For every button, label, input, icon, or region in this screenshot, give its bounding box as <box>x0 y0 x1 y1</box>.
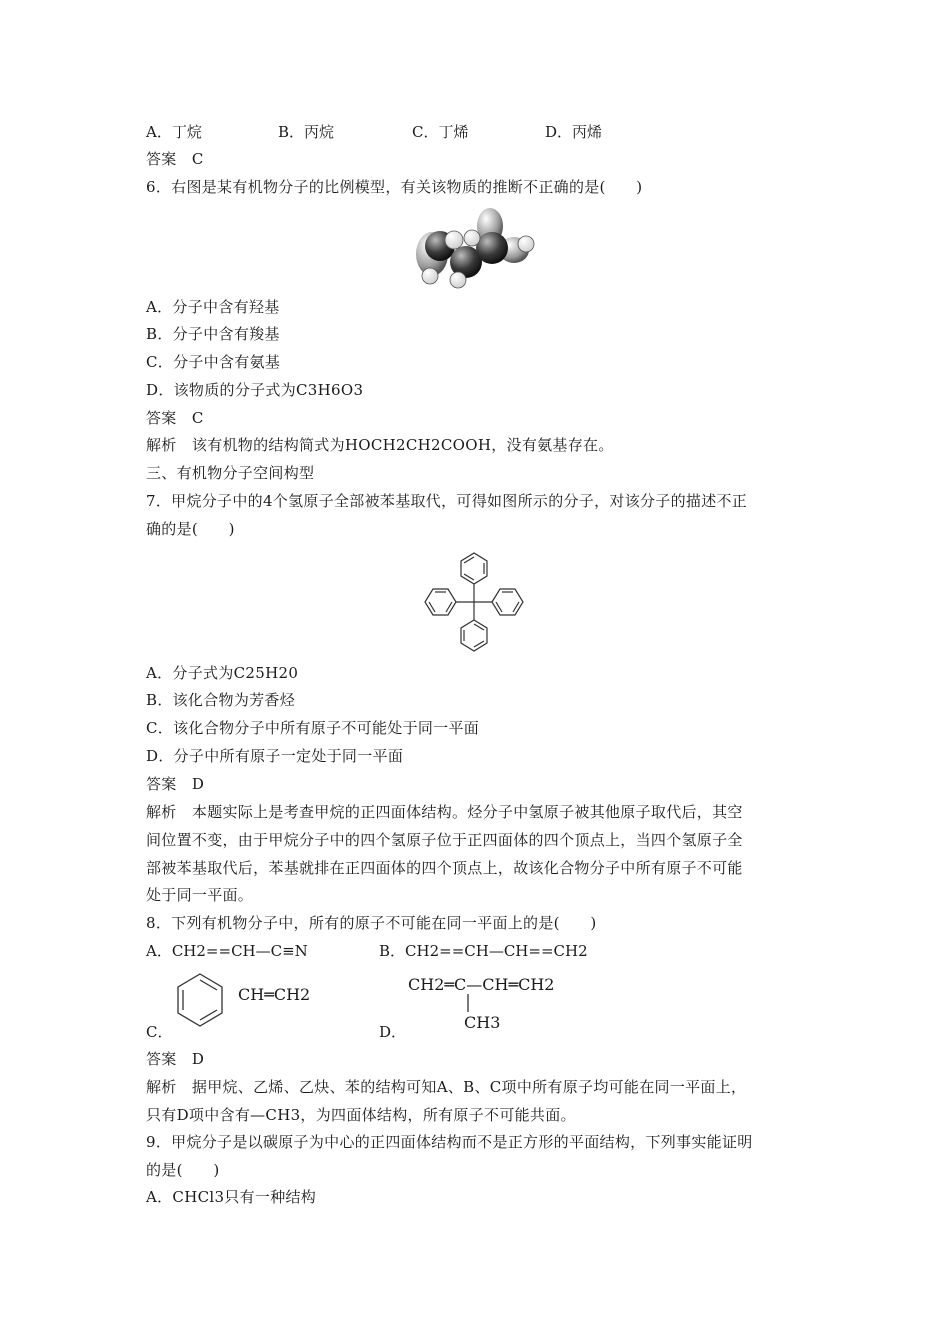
q5-option-b: B．丙烷 <box>278 123 335 141</box>
q7-analysis-line3: 部被苯基取代后，苯基就排在正四面体的四个顶点上，故该化合物分子中所有原子不可能 <box>146 859 743 877</box>
q5-option-d: D．丙烯 <box>545 123 603 141</box>
q8-option-c-struct: CH═CH2 <box>238 985 311 1004</box>
q8-option-d-label: D． <box>379 1023 407 1041</box>
q8-stem: 8．下列有机物分子中，所有的原子不可能在同一平面上的是( ) <box>146 914 597 932</box>
q6-option-a: A．分子中含有羟基 <box>146 298 280 316</box>
q7-analysis-line1: 解析 本题实际上是考查甲烷的正四面体结构。烃分子中氢原子被其他原子取代后，其空 <box>146 803 743 821</box>
q7-answer: 答案 D <box>146 775 205 793</box>
q6-analysis: 解析 该有机物的结构简式为HOCH2CH2COOH，没有氨基存在。 <box>146 436 614 454</box>
q5-option-a: A．丁烷 <box>146 123 202 141</box>
q7-option-c: C．该化合物分子中所有原子不可能处于同一平面 <box>146 719 480 737</box>
ball-model-figure <box>410 204 540 290</box>
bond-line <box>465 994 471 1012</box>
q7-option-d: D．分子中所有原子一定处于同一平面 <box>146 747 404 765</box>
q9-stem-line1: 9．甲烷分子是以碳原子为中心的正四面体结构而不是正方形的平面结构，下列事实能证明 <box>146 1133 753 1151</box>
q8-option-c-label: C． <box>146 1023 173 1041</box>
tetraphenylmethane-figure <box>412 548 538 656</box>
q7-stem-line2: 确的是( ) <box>146 520 235 538</box>
q8-option-d-main: CH2═C—CH═CH2 <box>408 975 555 994</box>
q8-analysis-line2: 只有D项中含有—CH3，为四面体结构，所有原子不可能共面。 <box>146 1106 576 1124</box>
q6-answer: 答案 C <box>146 409 204 427</box>
q6-option-d: D．该物质的分子式为C3H6O3 <box>146 381 364 399</box>
q7-stem-line1: 7．甲烷分子中的4个氢原子全部被苯基取代，可得如图所示的分子，对该分子的描述不正 <box>146 492 748 510</box>
q6-option-c: C．分子中含有氨基 <box>146 353 281 371</box>
q9-stem-line2: 的是( ) <box>146 1161 220 1179</box>
section-heading: 三、有机物分子空间构型 <box>146 464 315 482</box>
q8-option-b: B．CH2==CH—CH==CH2 <box>379 942 588 960</box>
q9-option-a: A．CHCl3只有一种结构 <box>146 1188 317 1206</box>
q8-option-d-sub: CH3 <box>464 1013 501 1032</box>
q7-option-b: B．该化合物为芳香烃 <box>146 691 296 709</box>
q8-option-a: A．CH2==CH—C≡N <box>146 942 308 960</box>
q8-answer: 答案 D <box>146 1050 205 1068</box>
benzene-ring-icon <box>174 970 226 1030</box>
q7-analysis-line2: 间位置不变，由于甲烷分子中的四个氢原子位于正四面体的四个顶点上，当四个氢原子全 <box>146 831 743 849</box>
q6-option-b: B．分子中含有羧基 <box>146 325 280 343</box>
q8-analysis-line1: 解析 据甲烷、乙烯、乙炔、苯的结构可知A、B、C项中所有原子均可能在同一平面上， <box>146 1078 747 1096</box>
q7-option-a: A．分子式为C25H20 <box>146 664 299 682</box>
q6-stem: 6．右图是某有机物分子的比例模型，有关该物质的推断不正确的是( ) <box>146 178 643 196</box>
q7-analysis-line4: 处于同一平面。 <box>146 886 254 904</box>
q5-answer: 答案 C <box>146 150 204 168</box>
q5-option-c: C．丁烯 <box>412 123 469 141</box>
